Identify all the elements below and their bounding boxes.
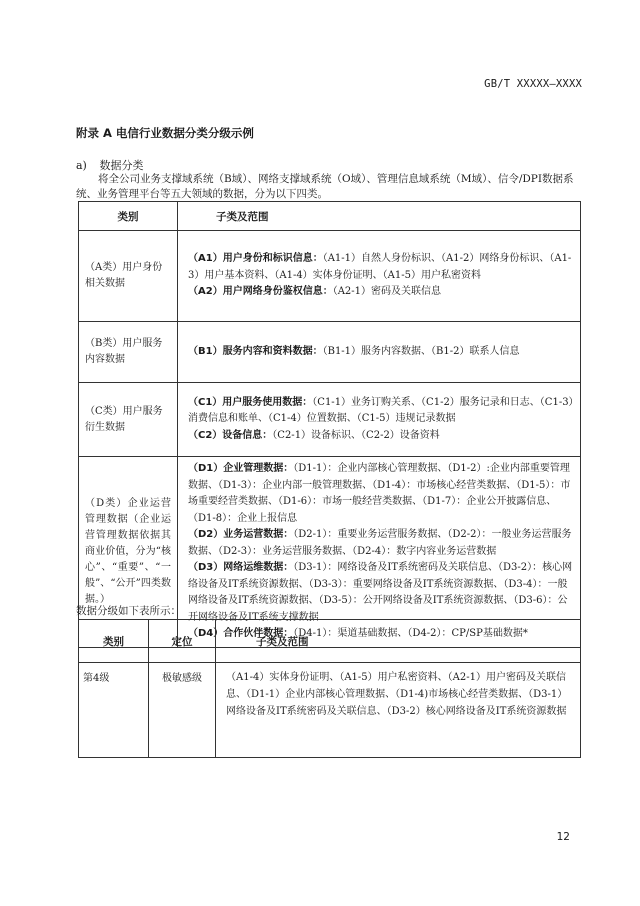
subclass-title: （D3）网络运维数据： [188,562,294,573]
header-category: 类别 [79,202,178,231]
category-cell: （B类）用户服务内容数据 [79,322,178,383]
grading-intro: 数据分级如下表所示： [76,605,181,617]
category-cell: （A类）用户身份相关数据 [79,231,178,322]
category-cell: （D类）企业运营管理数据（企业运营管理数据依据其商业价值，分为“核心”、“重要”、“一般”、“公开”四类数据。） [79,457,178,648]
subclass-text: （D4-1）：渠道基础数据、（D4-2）：CP/SP基础数据* [293,628,528,639]
subclass-text: （D2-1）：重要业务运营服务数据、（D2-2）：一般业务运营服务数据、（D2-3）：业务运营服务数据、（D2-4）：数字内容业务运营数据 [188,529,572,557]
table-row [79,663,581,758]
subclass-title: （C1）用户服务使用数据： [188,396,313,408]
subclass-text: （B1-1）服务内容数据、（B1-2）联系人信息 [322,345,520,357]
subclass-item [188,461,574,527]
subclass-title: （D4）合作伙伴数据： [188,628,294,639]
subclass-text: （D1-1）：企业内部核心管理数据、（D1-2）:企业内部重要管理数据、（D1-3）：企业内部一般管理数据、（D1-4）：市场核心经营类数据、（D1-5）：市场重要经营类数据、（D1-6）：市场一般经营类数据、（D1-7）：企业公开披露信息、（D1-8）：企业上报信息 [188,463,571,524]
subclass-title: （A1）用户身份和标识信息： [188,253,323,265]
table-row [79,231,581,322]
subclass-item [188,428,574,445]
section-title: 数据分类 [99,159,144,172]
range-cell [178,383,581,457]
category-cell: （C类）用户服务衍生数据 [79,383,178,457]
range-cell [178,231,581,322]
subclass-text: （A1-1）自然人身份标识、（A1-2）网络身份标识、（A1-3）用户基本资料、（A1-4）实体身份证明、（A1-5）用户私密资料 [188,253,572,281]
section-label: a) [76,159,87,172]
grading-table [78,619,581,758]
level-cell: 第4级 [79,663,149,758]
range-cell [178,322,581,383]
position-cell: 极敏感级 [149,663,216,758]
subclass-item [188,284,574,301]
table-header-row [79,620,581,663]
subclass-text: （C2-1）设备标识、（C2-2）设备资料 [272,429,440,441]
annex-title: 附录 A 电信行业数据分类分级示例 [76,126,254,140]
table-row [79,322,581,383]
header-position: 定位 [149,620,216,663]
standard-code: GB/T XXXXX—XXXX [484,78,582,90]
section-intro: 将全公司业务支撑域系统（B域）、网络支撑域系统（O域）、管理信息域系统（M域）、信令/DPI数据系统、业务管理平台等五大领域的数据，分为以下四类。 [76,173,574,200]
subclass-item [188,560,574,626]
subclass-title: （B1）服务内容和资料数据： [188,345,323,357]
subclass-item [188,344,574,361]
classification-table [78,201,581,648]
header-range: 子类及范围 [178,202,581,231]
subclass-item [188,527,574,560]
header-category: 类别 [79,620,149,663]
subclass-text: （A2-1）密码及关联信息 [332,286,442,298]
range-cell: （A1-4）实体身份证明、（A1-5）用户私密资料、（A2-1）用户密码及关联信息、（D1-1）企业内部核心管理数据、（D1-4)市场核心经营类数据、（D3-1）网络设备及IT系统密码及关联信息、（D3-2）核心网络设备及IT系统资源数据 [216,663,581,758]
subclass-title: （C2）设备信息： [188,429,273,441]
table-header-row [79,202,581,231]
subclass-text: （D3-1）：网络设备及IT系统密码及关联信息、（D3-2）：核心网络设备及IT系统资源数据、（D3-3）：重要网络设备及IT系统资源数据、（D3-4）：一般网络设备及IT系统资源数据、（D3-5）：公开网络设备及IT系统资源数据、（D3-6）：公开网络设备及IT系统支撑数据 [188,562,573,623]
header-range: 子类及范围 [216,620,581,663]
page-number: 12 [556,831,570,843]
section-heading [76,157,144,173]
subclass-title: （A2）用户网络身份鉴权信息： [188,286,333,298]
subclass-title: （D1）企业管理数据： [188,463,294,474]
subclass-title: （D2）业务运营数据： [188,529,294,540]
table-row [79,383,581,457]
subclass-item [188,395,574,428]
subclass-text: （C1-1）业务订购关系、（C1-2）服务记录和日志、（C1-3）消费信息和账单、（C1-4）位置数据、（C1-5）违规记录数据 [188,396,574,425]
subclass-item [188,251,574,284]
